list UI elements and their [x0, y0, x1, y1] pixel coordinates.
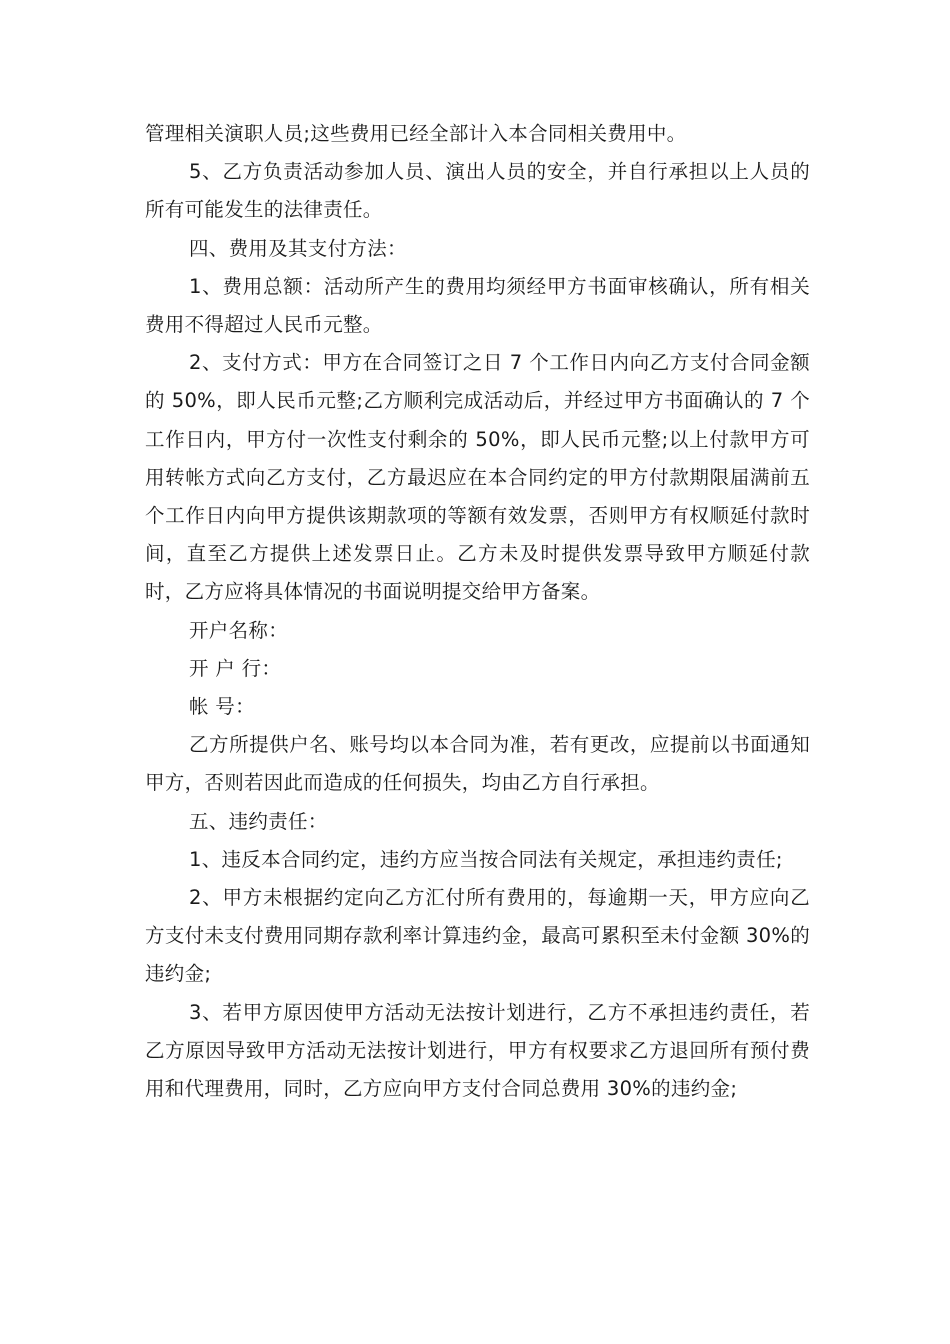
field-account-number: 帐 号：: [189, 695, 255, 719]
field-account-name: 开户名称：: [189, 618, 289, 642]
paragraph-liability-clause-1: 1、违反本合同约定，违约方应当按合同法有关规定，承担违约责任;: [189, 847, 783, 871]
paragraph-liability-clause-2: 2、甲方未根据约定向乙方汇付所有费用的，每逾期一天，甲方应向乙方支付未支付费用同期存款利率计算违约金，最高可累积至未付金额 30%的违约金;: [145, 886, 810, 986]
paragraph-clause-1-total-fee: 1、费用总额：活动所产生的费用均须经甲方书面审核确认，所有相关费用不得超过人民币元整。: [145, 274, 810, 337]
section-heading-fees-payment: 四、费用及其支付方法：: [189, 236, 407, 260]
paragraph-clause-5-safety: 5、乙方负责活动参加人员、演出人员的安全，并自行承担以上人员的所有可能发生的法律责任。: [145, 160, 810, 222]
paragraph-fee-inclusion: 管理相关演职人员;这些费用已经全部计入本合同相关费用中。: [145, 122, 687, 145]
paragraph-clause-2-payment-method: 2、支付方式：甲方在合同签订之日 7 个工作日内向乙方支付合同金额的 50%，即人民币元整;乙方顺利完成活动后，并经过甲方书面确认的 7 个工作日内，甲方付一次性支付剩余的 50%，即人民币元整;以上付款甲方可用转帐方式向乙方支付，乙方最迟应在本合同约定的甲方付款期限届满前五个工作日内向甲方提供该期款项的等额有效发票，否则甲方有权顺延付款时间，直至乙方提供上述发票日止。乙方未及时提供发票导致甲方顺延付款时，乙方应将具体情况的书面说明提交给甲方备案。: [145, 351, 810, 604]
section-heading-liability: 五、违约责任：: [189, 809, 328, 833]
document-body: [145, 115, 810, 1108]
paragraph-account-change-notice: 乙方所提供户名、账号均以本合同为准，若有更改，应提前以书面通知甲方，否则若因此而造成的任何损失，均由乙方自行承担。: [145, 733, 810, 795]
field-bank: 开 户 行：: [189, 656, 282, 680]
paragraph-liability-clause-3: 3、若甲方原因使甲方活动无法按计划进行，乙方不承担违约责任，若乙方原因导致甲方活动无法按计划进行，甲方有权要求乙方退回所有预付费用和代理费用，同时，乙方应向甲方支付合同总费用 30%的违约金;: [145, 1000, 810, 1101]
